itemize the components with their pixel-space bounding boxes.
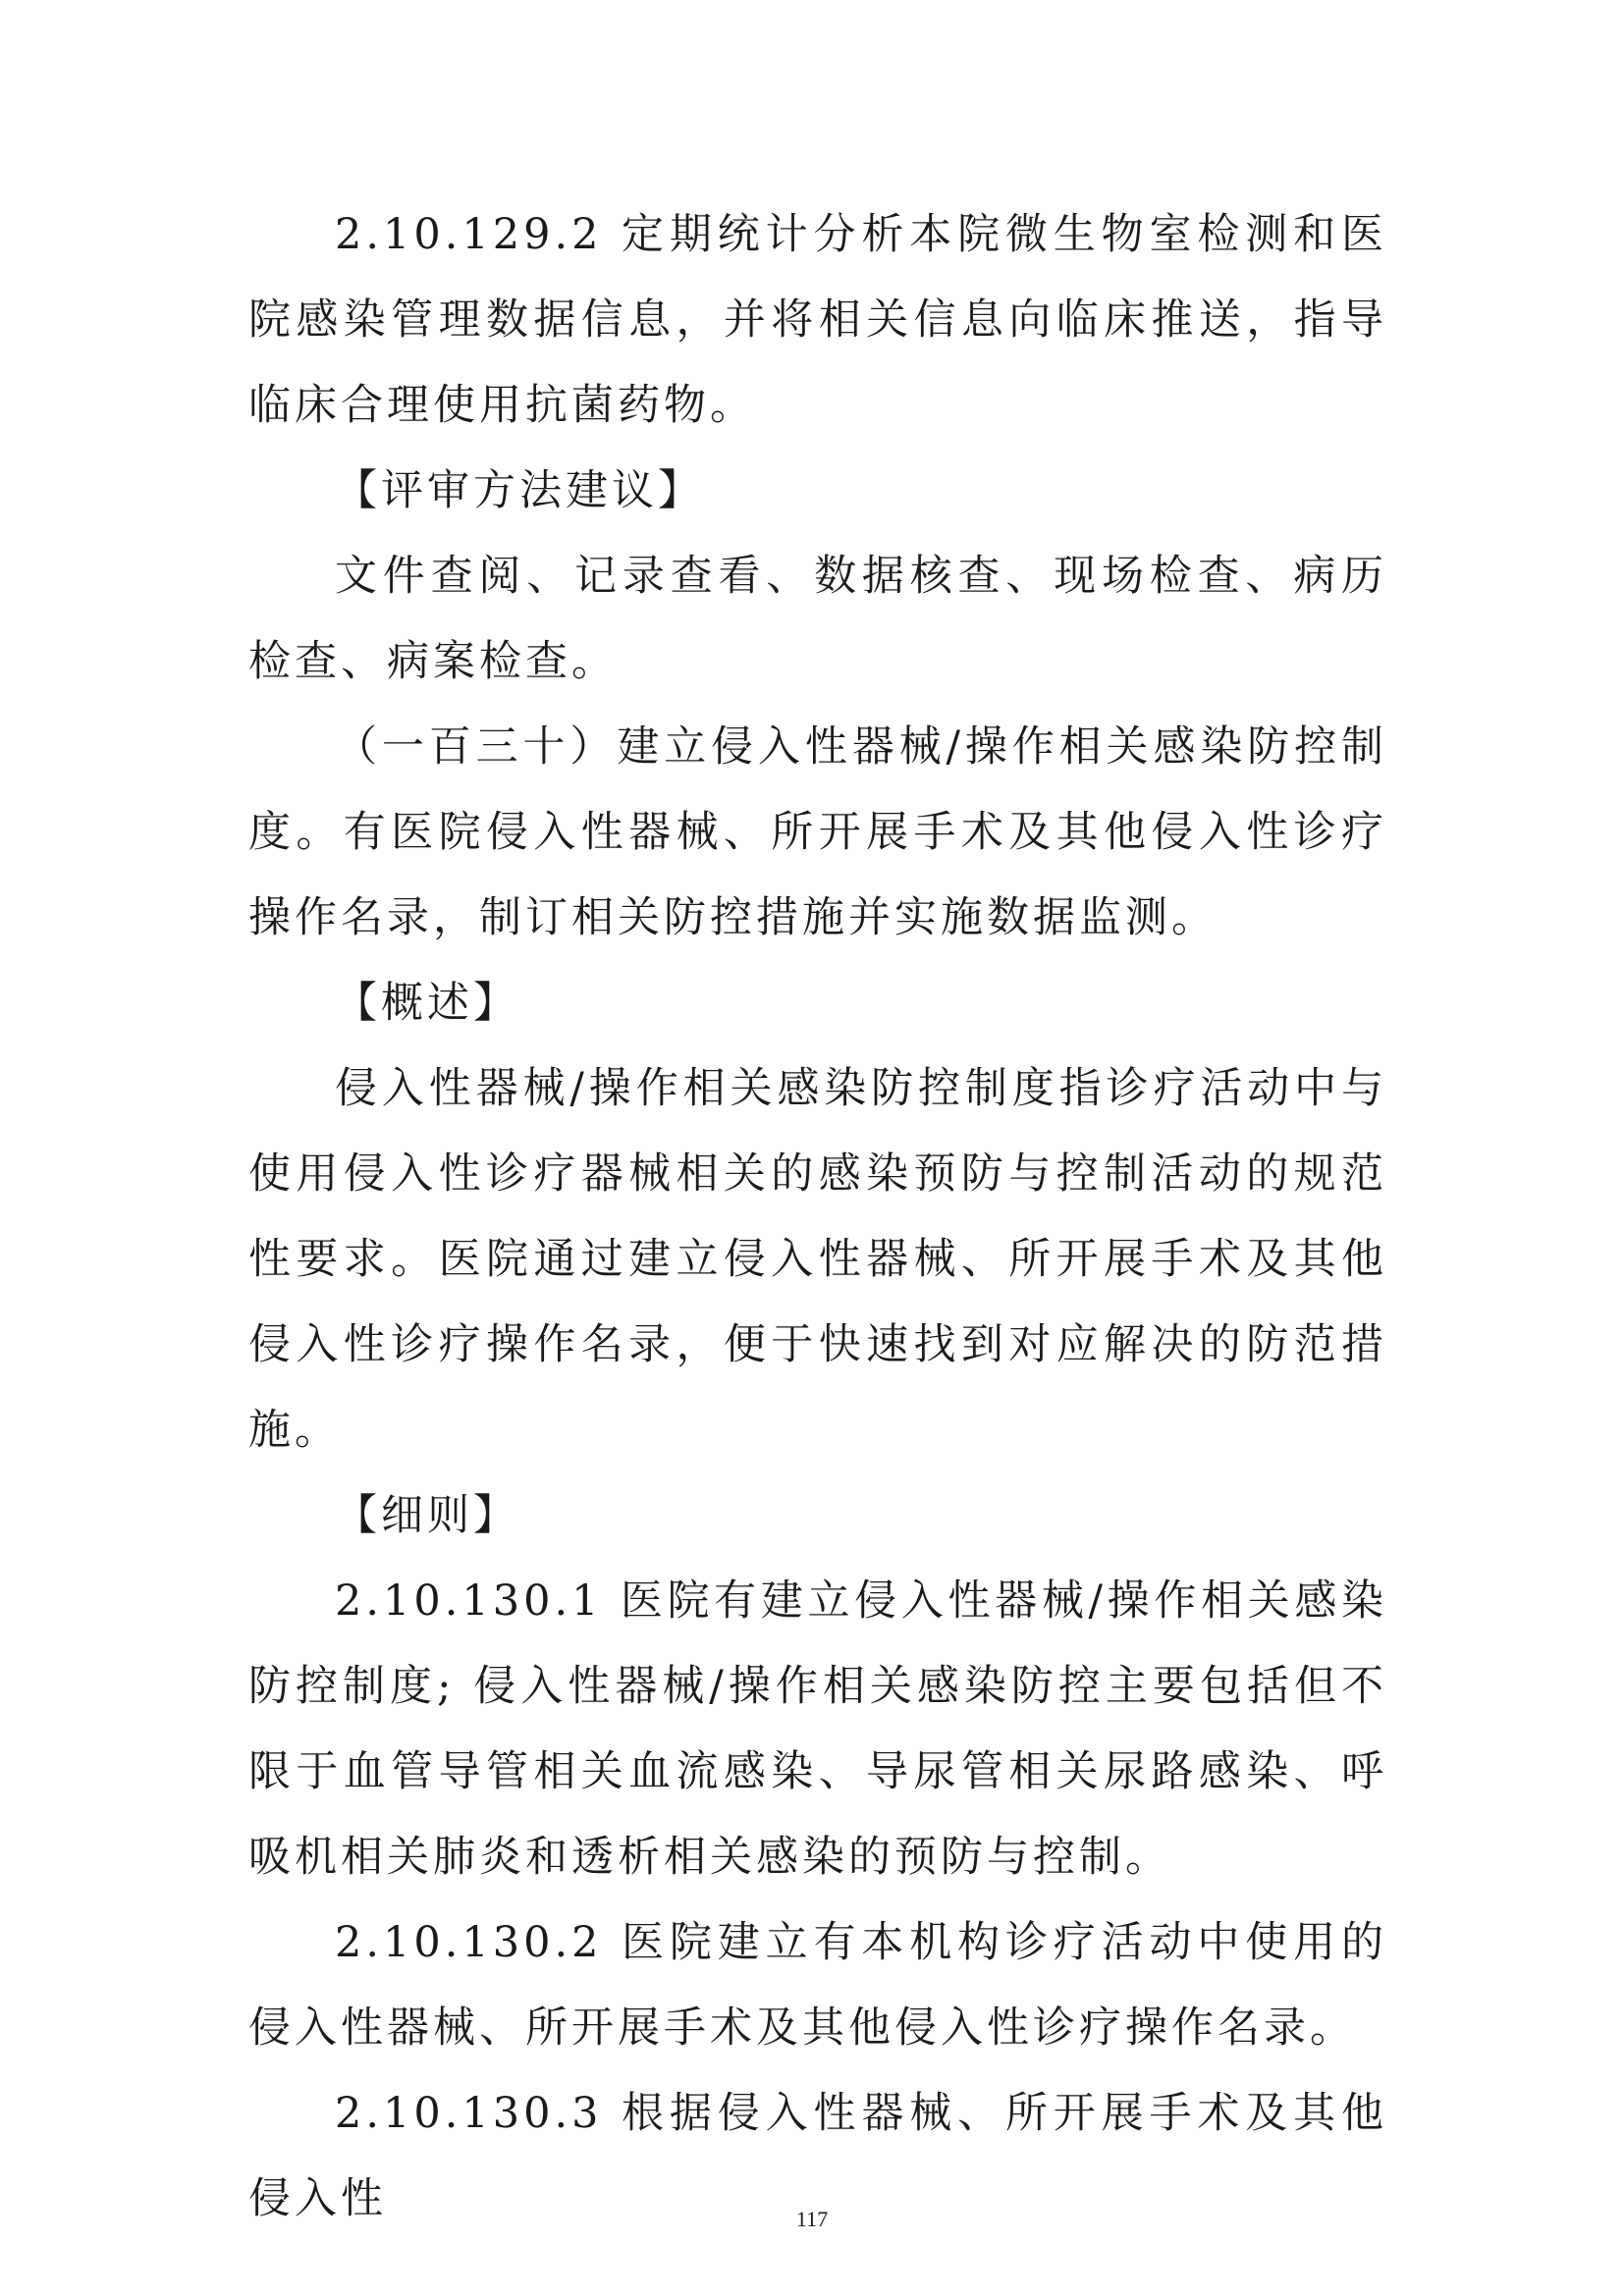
paragraph-2-10-130-2: 2.10.130.2 医院建立有本机构诊疗活动中使用的侵入性器械、所开展手术及其他侵入性诊疗操作名录。 [248,1918,1387,2053]
section-heading-overview: 【概述】 [335,979,519,1028]
paragraph-item-130: （一百三十）建立侵入性器械/操作相关感染防控制度。有医院侵入性器械、所开展手术及其他侵入性诊疗操作名录，制订相关防控措施并实施数据监测。 [248,722,1387,942]
section-heading-review-method: 【评审方法建议】 [335,466,704,515]
paragraph-2-10-130-3: 2.10.130.3 根据侵入性器械、所开展手术及其他侵入性 [248,2089,1387,2223]
section-heading-details: 【细则】 [335,1491,519,1540]
paragraph-2-10-130-1: 2.10.130.1 医院有建立侵入性器械/操作相关感染防控制度; 侵入性器械/操作相关感染防控主要包括但不限于血管导管相关血流感染、导尿管相关尿路感染、呼吸机相关肺炎和透析相关感染的预防与控制。 [248,1576,1387,1882]
paragraph-review-methods: 文件查阅、记录查看、数据核查、现场检查、病历检查、病案检查。 [248,552,1387,686]
paragraph-overview: 侵入性器械/操作相关感染防控制度指诊疗活动中与使用侵入性诊疗器械相关的感染预防与控制活动的规范性要求。医院通过建立侵入性器械、所开展手术及其他侵入性诊疗操作名录，便于快速找到对应解决的防范措施。 [248,1064,1387,1455]
paragraph-2-10-129-2: 2.10.129.2 定期统计分析本院微生物室检测和医院感染管理数据信息，并将相关信息向临床推送，指导临床合理使用抗菌药物。 [248,210,1387,430]
document-body [248,192,1387,2242]
page-number: 117 [795,2207,829,2231]
